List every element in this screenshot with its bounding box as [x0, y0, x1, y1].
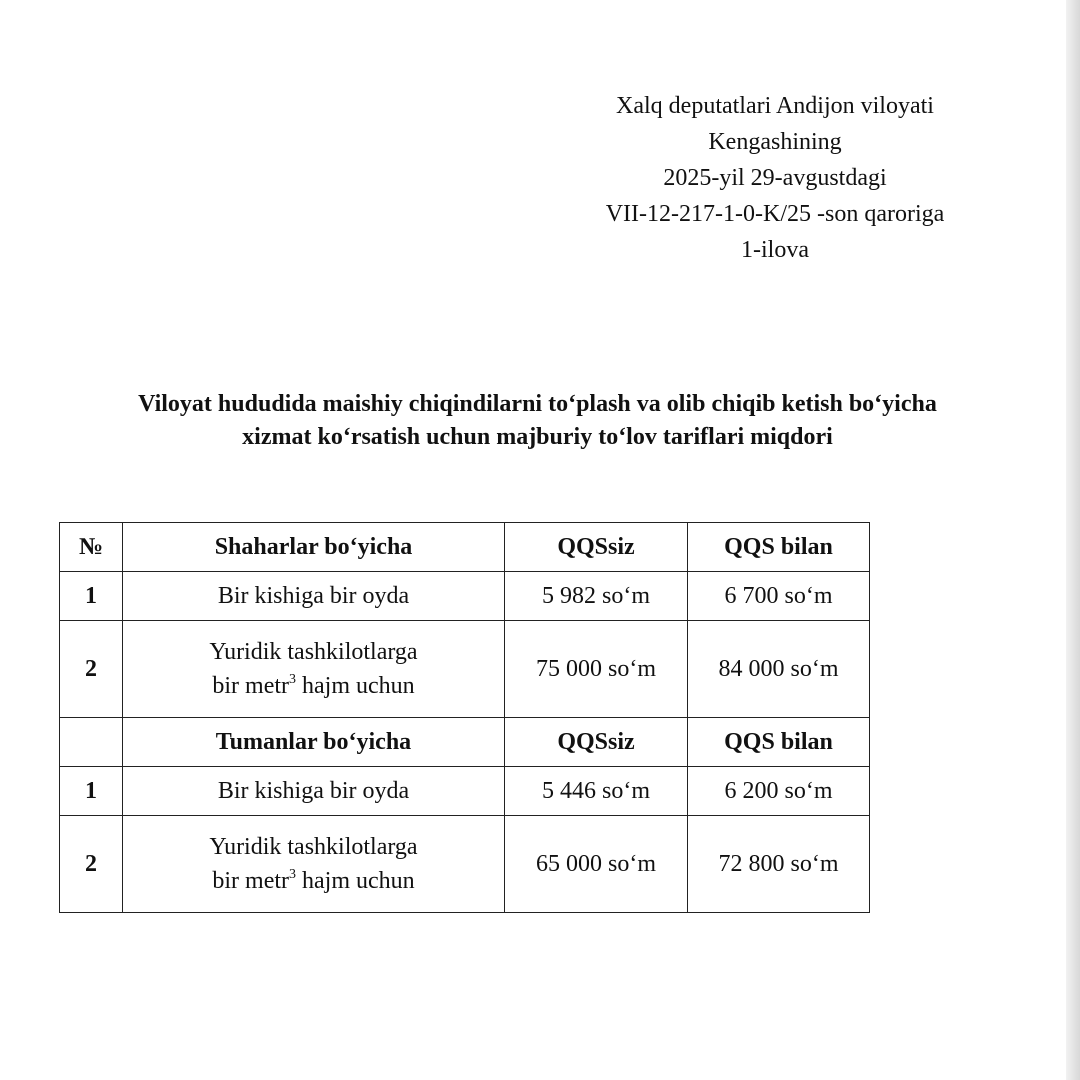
price-no-vat: 5 982 soʻm	[505, 572, 688, 621]
number-column-header: №	[60, 523, 123, 572]
description-line-1: Yuridik tashkilotlarga	[209, 834, 418, 860]
column-header-with-vat: QQS bilan	[688, 523, 870, 572]
description-line-2	[127, 669, 500, 703]
header-line-5: 1-ilova	[741, 237, 809, 263]
approval-header	[560, 88, 990, 268]
row-number: 1	[60, 572, 123, 621]
row-number: 2	[60, 621, 123, 718]
empty-number-cell	[60, 718, 123, 767]
row-number: 2	[60, 816, 123, 913]
description-line-2	[127, 864, 500, 898]
section-header-row-districts	[60, 718, 870, 767]
tariff-table	[59, 522, 870, 913]
price-with-vat: 84 000 soʻm	[688, 621, 870, 718]
header-line-4: VII-12-217-1-0-K/25 -son qaroriga	[605, 201, 945, 227]
description-unit: bir metr	[212, 673, 289, 699]
page-edge-shadow	[1066, 0, 1080, 1080]
title-line-1: Viloyat hududida maishiy chiqindilarni toʻplash va olib chiqib ketish boʻyicha	[138, 391, 937, 417]
document-title	[30, 388, 1045, 454]
price-with-vat: 6 700 soʻm	[688, 572, 870, 621]
header-line-2: Kengashining	[708, 129, 842, 155]
price-no-vat: 75 000 soʻm	[505, 621, 688, 718]
section-label-cities: Shaharlar boʻyicha	[123, 523, 505, 572]
unit-superscript: 3	[289, 672, 296, 687]
column-header-no-vat: QQSsiz	[505, 523, 688, 572]
row-description	[123, 621, 505, 718]
row-number: 1	[60, 767, 123, 816]
table-row	[60, 816, 870, 913]
table-row	[60, 767, 870, 816]
section-label-districts: Tumanlar boʻyicha	[123, 718, 505, 767]
table-row	[60, 572, 870, 621]
price-no-vat: 65 000 soʻm	[505, 816, 688, 913]
price-no-vat: 5 446 soʻm	[505, 767, 688, 816]
column-header-no-vat: QQSsiz	[505, 718, 688, 767]
description-tail: hajm uchun	[296, 868, 415, 894]
description-tail: hajm uchun	[296, 673, 415, 699]
description-line-1: Yuridik tashkilotlarga	[209, 639, 418, 665]
header-line-1: Xalq deputatlari Andijon viloyati	[616, 93, 934, 119]
column-header-with-vat: QQS bilan	[688, 718, 870, 767]
table-row	[60, 621, 870, 718]
description-unit: bir metr	[212, 868, 289, 894]
section-header-row-cities	[60, 523, 870, 572]
row-description	[123, 816, 505, 913]
row-description: Bir kishiga bir oyda	[123, 572, 505, 621]
unit-superscript: 3	[289, 867, 296, 882]
price-with-vat: 72 800 soʻm	[688, 816, 870, 913]
price-with-vat: 6 200 soʻm	[688, 767, 870, 816]
header-line-3: 2025-yil 29-avgustdagi	[663, 165, 887, 191]
title-line-2: xizmat koʻrsatish uchun majburiy toʻlov tariflari miqdori	[242, 424, 833, 450]
row-description: Bir kishiga bir oyda	[123, 767, 505, 816]
